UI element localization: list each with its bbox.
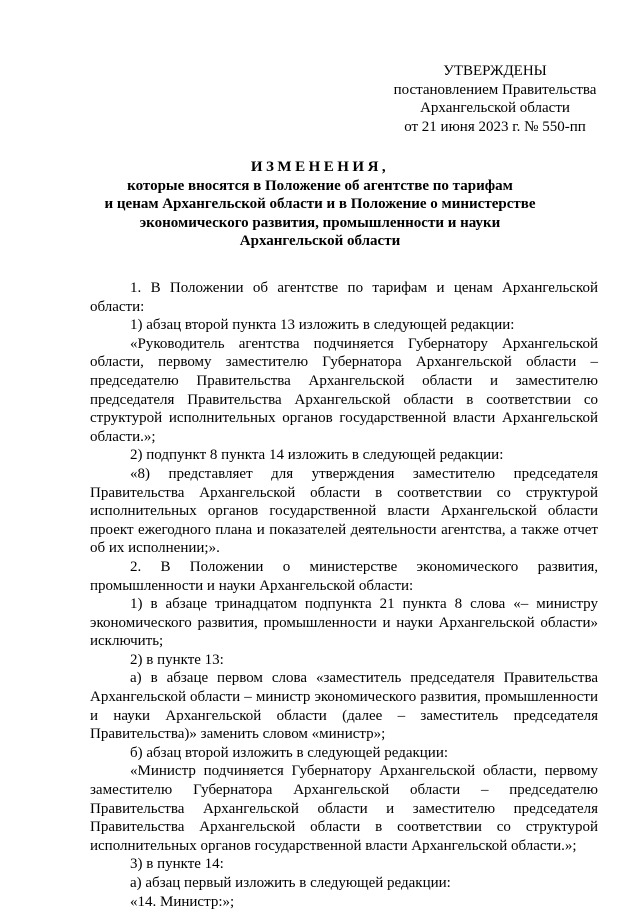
title-line: Архангельской области xyxy=(239,233,401,249)
paragraph: 1) абзац второй пункта 13 изложить в следующей редакции: xyxy=(130,317,515,334)
paragraph: «8) представляет для утверждения заместителю председателя Правительства Архангельской области в соответствии со структурой исполнительных органов государственной власти Архангельской области проект ежегодного плана и показателей деятельности агентства, а также отчет об их исполнении;». xyxy=(90,465,598,557)
paragraph: 2) в пункте 13: xyxy=(130,651,224,668)
document-title xyxy=(90,158,550,251)
paragraph: «14. Министр:»; xyxy=(130,893,235,910)
paragraph: 1. В Положении об агентстве по тарифам и ценам Архангельской области: xyxy=(90,280,598,315)
approval-line-date-number: от 21 июня 2023 г. № 550-пп xyxy=(404,118,586,135)
paragraph: 3) в пункте 14: xyxy=(130,856,224,873)
paragraph: б) абзац второй изложить в следующей редакции: xyxy=(130,744,449,761)
approval-line-region: Архангельской области xyxy=(420,100,570,116)
paragraph: «Министр подчиняется Губернатору Архангельской области, первому заместителю Губернатора Архангельской области – председателю Правительства Архангельской области и заместителю председателя Правительства Архангельской области в соответствии со структурой исполнительных органов государственной власти Архангельской области.»; xyxy=(90,763,598,854)
paragraph: 2) подпункт 8 пункта 14 изложить в следующей редакции: xyxy=(130,447,504,464)
approval-stamp xyxy=(360,62,630,136)
title-line: экономического развития, промышленности и науки xyxy=(139,214,501,231)
paragraph: 1) в абзаце тринадцатом подпункта 21 пункта 8 слова «– министру экономического развития, промышленности и науки Архангельской области» исключить; xyxy=(90,596,598,650)
title-line: которые вносятся в Положение об агентстве по тарифам xyxy=(127,177,513,194)
paragraph: «Руководитель агентства подчиняется Губернатору Архангельской области, первому заместителю Губернатора Архангельской области – председателю Правительства Архангельской области и заместителю председателя Правительства Архангельской области в соответствии со структурой исполнительных органов государственной власти Архангельской области.»; xyxy=(90,335,598,445)
paragraph: а) абзац первый изложить в следующей редакции: xyxy=(130,875,451,891)
title-line: и ценам Архангельской области и в Положение о министерстве xyxy=(104,196,536,212)
title-heading: ИЗМЕНЕНИЯ, xyxy=(250,159,390,175)
approval-line-approved: УТВЕРЖДЕНЫ xyxy=(443,63,547,79)
document-body xyxy=(90,279,598,911)
paragraph: а) в абзаце первом слова «заместитель председателя Правительства Архангельской области – министр экономического развития, промышленности и науки Архангельской области (далее – заместитель председателя Правительства)» заменить словом «министр»; xyxy=(90,670,598,743)
paragraph: 2. В Положении о министерстве экономического развития, промышленности и науки Архангельской области: xyxy=(90,558,598,594)
approval-line-resolution: постановлением Правительства xyxy=(393,81,597,98)
